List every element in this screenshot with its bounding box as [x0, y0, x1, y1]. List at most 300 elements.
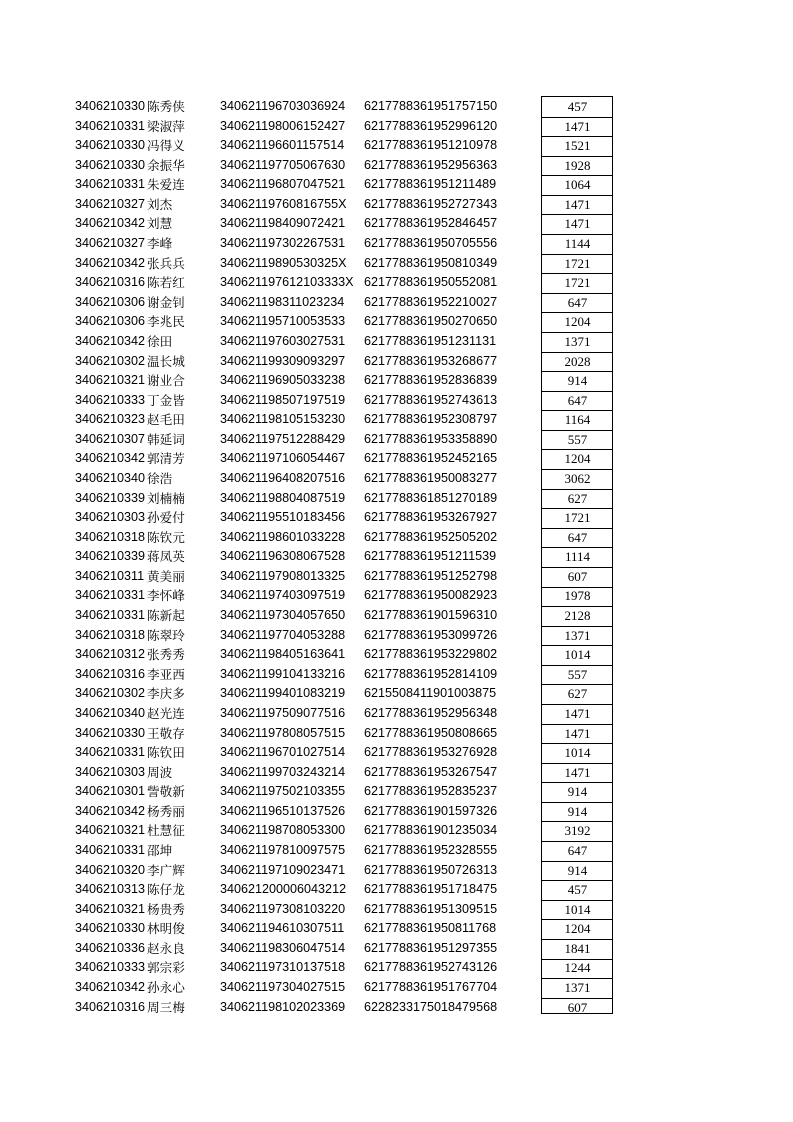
account-number-cell: 6217788361950726313: [364, 862, 498, 877]
amount-cell: 647: [567, 392, 588, 408]
id-card-cell: 340621197308103220: [220, 901, 346, 916]
amount-row-divider: [541, 704, 613, 705]
table-row: [0, 156, 793, 176]
table-row: [0, 117, 793, 137]
table-row: [0, 273, 793, 293]
amount-cell: 1928: [564, 157, 591, 173]
name-cell: 訾敬新: [147, 784, 185, 800]
table-row: [0, 214, 793, 234]
amount-row-divider: [541, 645, 613, 646]
name-cell: 周三梅: [147, 999, 185, 1015]
name-cell: 谢金钊: [147, 294, 185, 310]
id-card-cell: 340621196408207516: [220, 470, 346, 485]
row-id-cell: 3406210313: [75, 882, 146, 897]
row-id-cell: 3406210302: [75, 686, 146, 701]
amount-cell: 647: [567, 294, 588, 310]
amount-row-divider: [541, 841, 613, 842]
amount-cell: 1721: [564, 275, 591, 291]
table-row: [0, 782, 793, 802]
amount-row-divider: [541, 449, 613, 450]
amount-row-divider: [541, 489, 613, 490]
amount-cell: 1721: [564, 255, 591, 271]
account-number-cell: 6217788361950083277: [364, 470, 498, 485]
table-row: [0, 586, 793, 606]
row-id-cell: 3406210302: [75, 353, 146, 368]
name-cell: 温长城: [147, 353, 185, 369]
table-row: [0, 861, 793, 881]
table-row: [0, 449, 793, 469]
amount-cell: 1144: [564, 236, 591, 252]
amount-cell: 1014: [564, 901, 591, 917]
id-card-cell: 340621197704053288: [220, 627, 346, 642]
account-number-cell: 6217788361952846457: [364, 216, 498, 231]
account-number-cell: 6217788361952505202: [364, 529, 498, 544]
name-cell: 余振华: [147, 157, 185, 173]
account-number-cell: 6217788361953099726: [364, 627, 498, 642]
id-card-cell: 340621199104133216: [220, 666, 346, 681]
row-id-cell: 3406210330: [75, 138, 146, 153]
amount-row-divider: [541, 880, 613, 881]
amount-row-divider: [541, 763, 613, 764]
name-cell: 朱爱连: [147, 177, 185, 193]
amount-row-divider: [541, 939, 613, 940]
name-cell: 陈仔龙: [147, 882, 185, 898]
amount-cell: 1114: [564, 549, 591, 565]
id-card-cell: 340621197810097575: [220, 842, 346, 857]
account-number-cell: 6217788361953267927: [364, 510, 498, 525]
account-number-cell: 6217788361953358890: [364, 431, 498, 446]
table-row: [0, 547, 793, 567]
row-id-cell: 3406210342: [75, 255, 146, 270]
name-cell: 蒋凤英: [147, 549, 185, 565]
table-row: [0, 234, 793, 254]
row-id-cell: 3406210323: [75, 412, 146, 427]
account-number-cell: 6217788361952956348: [364, 705, 498, 720]
name-cell: 冯得义: [147, 138, 185, 154]
id-card-cell: 340621195710053533: [220, 314, 346, 329]
amount-cell: 607: [567, 568, 588, 584]
row-id-cell: 3406210342: [75, 980, 146, 995]
amount-row-divider: [541, 312, 613, 313]
amount-cell: 557: [567, 431, 588, 447]
amount-cell: 1978: [564, 588, 591, 604]
account-number-cell: 6217788361901597326: [364, 803, 498, 818]
amount-cell: 1471: [564, 196, 591, 212]
row-id-cell: 3406210320: [75, 862, 146, 877]
amount-cell: 457: [567, 882, 588, 898]
amount-row-divider: [541, 391, 613, 392]
row-id-cell: 3406210330: [75, 99, 146, 113]
name-cell: 陈若红: [147, 275, 185, 291]
account-number-cell: 6217788361952814109: [364, 666, 498, 681]
id-card-cell: 340621197310137518: [220, 960, 346, 975]
amount-row-divider: [541, 821, 613, 822]
name-cell: 李庆多: [147, 686, 185, 702]
table-row: [0, 508, 793, 528]
row-id-cell: 3406210331: [75, 118, 146, 133]
account-number-cell: 6217788361951757150: [364, 99, 498, 113]
account-number-cell: 6217788361951211539: [364, 549, 497, 564]
amount-cell: 1521: [564, 138, 591, 154]
row-id-cell: 3406210321: [75, 901, 146, 916]
name-cell: 李峰: [147, 236, 173, 252]
row-id-cell: 3406210342: [75, 803, 146, 818]
amount-row-divider: [541, 743, 613, 744]
table-row: [0, 332, 793, 352]
amount-row-divider: [541, 567, 613, 568]
table-row: [0, 880, 793, 900]
account-number-cell: 6217788361851270189: [364, 490, 498, 505]
account-number-cell: 6217788361950705556: [364, 236, 498, 251]
name-cell: 杨贵秀: [147, 901, 185, 917]
name-cell: 陈钦元: [147, 529, 185, 545]
amount-cell: 914: [567, 803, 588, 819]
name-cell: 李兆民: [147, 314, 185, 330]
table-row: [0, 724, 793, 744]
row-id-cell: 3406210331: [75, 842, 146, 857]
table-row: [0, 998, 793, 1018]
id-card-cell: 340621198708053300: [220, 823, 346, 838]
name-cell: 赵光连: [147, 705, 185, 721]
id-card-cell: 340621197109023471: [220, 862, 346, 877]
amount-row-divider: [541, 430, 613, 431]
id-card-cell: 340621197403097519: [220, 588, 346, 603]
amount-row-divider: [541, 528, 613, 529]
row-id-cell: 3406210330: [75, 725, 146, 740]
account-number-cell: 6217788361952743613: [364, 392, 498, 407]
amount-row-divider: [541, 156, 613, 157]
id-card-cell: 340621196308067528: [220, 549, 346, 564]
amount-cell: 1471: [564, 118, 591, 134]
table-row: [0, 645, 793, 665]
id-card-cell: 340621197612103333X: [220, 275, 354, 290]
account-number-cell: 6217788361950082923: [364, 588, 498, 603]
name-cell: 王敬存: [147, 725, 185, 741]
name-cell: 梁淑萍: [147, 118, 185, 134]
amount-cell: 557: [567, 666, 588, 682]
amount-cell: 1244: [564, 960, 591, 976]
id-card-cell: 340621196905033238: [220, 373, 346, 388]
table-row: [0, 821, 793, 841]
id-card-cell: 340621197908013325: [220, 568, 346, 583]
account-number-cell: 6215508411901003875: [364, 686, 497, 701]
row-id-cell: 3406210306: [75, 314, 146, 329]
amount-cell: 1204: [564, 921, 591, 937]
table-row: [0, 665, 793, 685]
account-number-cell: 6217788361952452165: [364, 451, 498, 466]
row-id-cell: 3406210301: [75, 784, 146, 799]
amount-cell: 1204: [564, 451, 591, 467]
table-row: [0, 430, 793, 450]
account-number-cell: 6217788361953229802: [364, 647, 498, 662]
id-card-cell: 340621198311023234: [220, 294, 345, 309]
name-cell: 李亚西: [147, 666, 185, 682]
table-row: [0, 978, 793, 998]
account-number-cell: 6217788361951297355: [364, 940, 498, 955]
row-id-cell: 3406210330: [75, 157, 146, 172]
table-row: [0, 919, 793, 939]
account-number-cell: 6228233175018479568: [364, 999, 498, 1014]
name-cell: 丁金皆: [147, 392, 185, 408]
amount-row-divider: [541, 547, 613, 548]
name-cell: 孙永心: [147, 980, 185, 996]
row-id-cell: 3406210321: [75, 823, 146, 838]
amount-cell: 627: [567, 490, 588, 506]
amount-row-divider: [541, 606, 613, 607]
amount-cell: 914: [567, 784, 588, 800]
amount-cell: 1014: [564, 745, 591, 761]
id-card-cell: 34062119890530325X: [220, 255, 347, 270]
table-row: [0, 312, 793, 332]
id-card-cell: 340621198804087519: [220, 490, 346, 505]
amount-cell: 1471: [564, 216, 591, 232]
amount-cell: 1204: [564, 314, 591, 330]
amount-row-divider: [541, 410, 613, 411]
row-id-cell: 3406210333: [75, 960, 146, 975]
row-id-cell: 3406210318: [75, 627, 146, 642]
table-row: [0, 195, 793, 215]
table-row: [0, 293, 793, 313]
amount-cell: 3192: [564, 823, 591, 839]
id-card-cell: 340621198409072421: [220, 216, 346, 231]
amount-row-divider: [541, 900, 613, 901]
amount-row-divider: [541, 293, 613, 294]
amount-cell: 1471: [564, 764, 591, 780]
table-row: [0, 900, 793, 920]
table-row: [0, 469, 793, 489]
name-cell: 刘慧: [147, 216, 173, 232]
amount-row-divider: [541, 273, 613, 274]
id-card-cell: 340621198405163641: [220, 647, 346, 662]
id-card-cell: 340621197106054467: [220, 451, 346, 466]
amount-cell: 457: [567, 99, 588, 114]
amount-cell: 647: [567, 529, 588, 545]
account-number-cell: 6217788361950808665: [364, 725, 498, 740]
name-cell: 徐田: [147, 333, 173, 349]
row-id-cell: 3406210330: [75, 921, 146, 936]
id-card-cell: 340621196807047521: [220, 177, 346, 192]
row-id-cell: 3406210331: [75, 745, 146, 760]
account-number-cell: 6217788361951231131: [364, 333, 497, 348]
account-number-cell: 6217788361950270650: [364, 314, 498, 329]
id-card-cell: 340621197302267531: [220, 236, 346, 251]
amount-row-divider: [541, 508, 613, 509]
name-cell: 徐浩: [147, 470, 173, 486]
id-card-cell: 340621196601157514: [220, 138, 345, 153]
row-id-cell: 3406210311: [75, 568, 145, 583]
id-card-cell: 340621197808057515: [220, 725, 346, 740]
id-card-cell: 340621198105153230: [220, 412, 346, 427]
payment-table: [0, 97, 793, 1017]
table-row: [0, 939, 793, 959]
row-id-cell: 3406210340: [75, 470, 146, 485]
amount-row-divider: [541, 136, 613, 137]
account-number-cell: 6217788361950552081: [364, 275, 498, 290]
table-row: [0, 763, 793, 783]
table-row: [0, 704, 793, 724]
row-id-cell: 3406210327: [75, 196, 146, 211]
account-number-cell: 6217788361952210027: [364, 294, 498, 309]
row-id-cell: 3406210316: [75, 999, 146, 1014]
table-row: [0, 410, 793, 430]
amount-cell: 2128: [564, 608, 591, 624]
amount-cell: 1371: [564, 627, 591, 643]
table-row: [0, 684, 793, 704]
row-id-cell: 3406210340: [75, 705, 146, 720]
amount-row-divider: [541, 469, 613, 470]
table-row: [0, 97, 793, 117]
row-id-cell: 3406210342: [75, 451, 146, 466]
name-cell: 刘杰: [147, 196, 173, 212]
row-id-cell: 3406210306: [75, 294, 146, 309]
id-card-cell: 340621196510137526: [220, 803, 346, 818]
row-id-cell: 3406210331: [75, 177, 146, 192]
account-number-cell: 6217788361952835237: [364, 784, 498, 799]
id-card-cell: 340621198006152427: [220, 118, 346, 133]
account-number-cell: 6217788361952727343: [364, 196, 498, 211]
amount-row-divider: [541, 214, 613, 215]
name-cell: 林明俊: [147, 921, 185, 937]
name-cell: 韩延词: [147, 431, 185, 447]
table-row: [0, 352, 793, 372]
id-card-cell: 340621197705067630: [220, 157, 346, 172]
amount-row-divider: [541, 978, 613, 979]
id-card-cell: 340621197304027515: [220, 980, 346, 995]
name-cell: 郭清芳: [147, 451, 185, 467]
amount-row-divider: [541, 684, 613, 685]
amount-row-divider: [541, 195, 613, 196]
amount-row-divider: [541, 371, 613, 372]
row-id-cell: 3406210331: [75, 588, 146, 603]
id-card-cell: 340621197502103355: [220, 784, 346, 799]
amount-row-divider: [541, 332, 613, 333]
id-card-cell: 340621197512288429: [220, 431, 346, 446]
table-row: [0, 626, 793, 646]
account-number-cell: 6217788361950810349: [364, 255, 498, 270]
amount-cell: 627: [567, 686, 588, 702]
id-card-cell: 340621194610307511: [220, 921, 345, 936]
amount-cell: 914: [567, 373, 588, 389]
name-cell: 赵永良: [147, 940, 185, 956]
table-row: [0, 841, 793, 861]
account-number-cell: 6217788361953268677: [364, 353, 498, 368]
account-number-cell: 6217788361952996120: [364, 118, 498, 133]
account-number-cell: 6217788361901596310: [364, 608, 498, 623]
table-row: [0, 606, 793, 626]
name-cell: 周波: [147, 764, 173, 780]
amount-cell: 3062: [564, 470, 591, 486]
amount-row-divider: [541, 117, 613, 118]
name-cell: 郭宗彩: [147, 960, 185, 976]
name-cell: 陈新起: [147, 608, 185, 624]
account-number-cell: 6217788361951211489: [364, 177, 497, 192]
id-card-cell: 34062119760816755X: [220, 196, 347, 211]
row-id-cell: 3406210342: [75, 216, 146, 231]
id-card-cell: 340621197509077516: [220, 705, 346, 720]
amount-row-divider: [541, 724, 613, 725]
amount-row-divider: [541, 919, 613, 920]
id-card-cell: 340621196703036924: [220, 99, 346, 113]
amount-row-divider: [541, 352, 613, 353]
account-number-cell: 6217788361951309515: [364, 901, 498, 916]
row-id-cell: 3406210303: [75, 764, 146, 779]
account-number-cell: 6217788361952956363: [364, 157, 498, 172]
amount-cell: 1371: [564, 980, 591, 996]
name-cell: 李广辉: [147, 862, 185, 878]
name-cell: 李怀峰: [147, 588, 185, 604]
amount-cell: 647: [567, 842, 588, 858]
table-row: [0, 136, 793, 156]
name-cell: 张秀秀: [147, 647, 185, 663]
name-cell: 赵毛田: [147, 412, 185, 428]
amount-row-divider: [541, 587, 613, 588]
amount-cell: 1064: [564, 177, 591, 193]
row-id-cell: 3406210336: [75, 940, 146, 955]
table-row: [0, 175, 793, 195]
table-row: [0, 567, 793, 587]
row-id-cell: 3406210333: [75, 392, 146, 407]
amount-cell: 1721: [564, 510, 591, 526]
name-cell: 张兵兵: [147, 255, 185, 271]
amount-cell: 2028: [564, 353, 591, 369]
row-id-cell: 3406210331: [75, 608, 146, 623]
account-number-cell: 6217788361952308797: [364, 412, 498, 427]
amount-cell: 607: [567, 999, 588, 1015]
account-number-cell: 6217788361951210978: [364, 138, 498, 153]
account-number-cell: 6217788361950811768: [364, 921, 497, 936]
id-card-cell: 340621199309093297: [220, 353, 346, 368]
amount-cell: 1014: [564, 647, 591, 663]
name-cell: 黄美丽: [147, 568, 185, 584]
table-row: [0, 254, 793, 274]
amount-cell: 914: [567, 862, 588, 878]
account-number-cell: 6217788361953276928: [364, 745, 498, 760]
table-row: [0, 489, 793, 509]
name-cell: 谢业合: [147, 373, 185, 389]
row-id-cell: 3406210316: [75, 666, 146, 681]
amount-row-divider: [541, 959, 613, 960]
account-number-cell: 6217788361951252798: [364, 568, 498, 583]
row-id-cell: 3406210303: [75, 510, 146, 525]
id-card-cell: 340621198102023369: [220, 999, 346, 1014]
table-row: [0, 802, 793, 822]
name-cell: 邵坤: [147, 842, 173, 858]
name-cell: 陈钦田: [147, 745, 185, 761]
row-id-cell: 3406210339: [75, 549, 146, 564]
amount-row-divider: [541, 861, 613, 862]
table-row: [0, 958, 793, 978]
account-number-cell: 6217788361952328555: [364, 842, 498, 857]
account-number-cell: 6217788361951767704: [364, 980, 498, 995]
id-card-cell: 340621198306047514: [220, 940, 346, 955]
name-cell: 陈秀侠: [147, 99, 185, 114]
row-id-cell: 3406210327: [75, 236, 146, 251]
name-cell: 杨秀丽: [147, 803, 185, 819]
amount-cell: 1371: [564, 333, 591, 349]
row-id-cell: 3406210321: [75, 373, 146, 388]
amount-cell: 1841: [564, 940, 591, 956]
name-cell: 孙爱付: [147, 510, 185, 526]
id-card-cell: 340621197603027531: [220, 333, 346, 348]
row-id-cell: 3406210316: [75, 275, 146, 290]
account-number-cell: 6217788361952743126: [364, 960, 498, 975]
table-row: [0, 371, 793, 391]
account-number-cell: 6217788361901235034: [364, 823, 498, 838]
amount-row-divider: [541, 998, 613, 999]
name-cell: 陈翠玲: [147, 627, 185, 643]
amount-row-divider: [541, 782, 613, 783]
amount-row-divider: [541, 802, 613, 803]
